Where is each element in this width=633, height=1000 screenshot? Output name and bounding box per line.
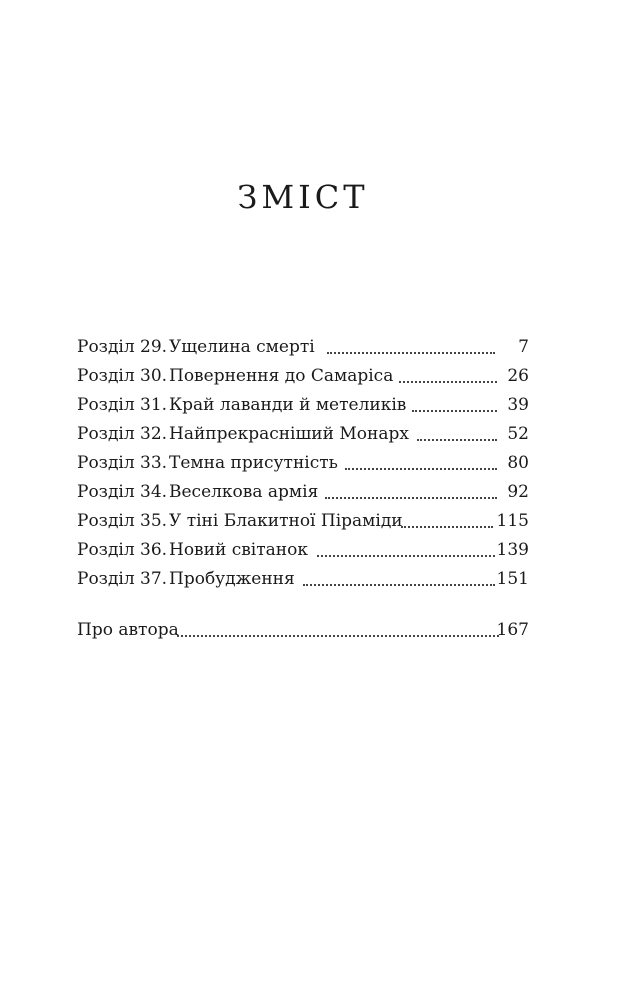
chapter-name: Темна присутність [169,453,338,473]
toc-entry-label [77,333,315,362]
table-of-contents [77,333,529,645]
toc-entry-30 [77,362,529,391]
toc-entry-label [77,449,338,478]
chapter-number: Розділ 34. [77,482,168,502]
chapter-name: Край лаванди й метеликів [169,395,407,415]
chapter-number: Розділ 31. [77,395,168,415]
chapter-number: Розділ 36. [77,540,168,560]
page-number: 52 [507,424,529,444]
toc-entry-31 [77,391,529,420]
page-number: 151 [496,569,529,589]
chapter-name: Найпрекрасніший Монарх [169,424,409,444]
toc-entry-29 [77,333,529,362]
page-number: 7 [518,337,529,357]
chapter-number: Розділ 37. [77,569,168,589]
dot-leader [303,584,495,586]
dot-leader [325,497,497,499]
toc-entry-label [77,362,393,391]
toc-entry-35 [77,507,529,536]
chapter-name: Ущелина смерті [169,337,315,357]
toc-title: ЗМІСТ [237,178,369,216]
dot-leader [177,635,499,637]
toc-entry-label [77,507,403,536]
page-number: 115 [496,511,529,531]
page-number: 167 [496,620,529,640]
dot-leader [317,555,495,557]
chapter-name: Новий світанок [169,540,308,560]
chapter-number: Розділ 33. [77,453,168,473]
page-number: 139 [496,540,529,560]
dot-leader [417,439,497,441]
chapter-number: Розділ 30. [77,366,168,386]
dot-leader [412,410,497,412]
page-number: 26 [507,366,529,386]
chapter-name: Веселкова армія [169,482,319,502]
toc-entry-label [77,565,295,594]
toc-entry-34 [77,478,529,507]
chapter-name: Повернення до Самаріса [169,366,394,386]
toc-entry-about-author [77,616,529,645]
chapter-number: Розділ 35. [77,511,168,531]
toc-entry-label [77,391,406,420]
dot-leader [327,352,495,354]
toc-entry-label [77,536,308,565]
section-gap [77,594,529,616]
chapter-name: Пробудження [169,569,295,589]
toc-entry-32 [77,420,529,449]
toc-entry-37 [77,565,529,594]
page-number: 92 [507,482,529,502]
dot-leader [399,381,497,383]
chapter-number: Розділ 29. [77,337,168,357]
toc-entry-label: Про автора [77,620,179,640]
toc-entry-label [77,478,318,507]
toc-entry-33 [77,449,529,478]
toc-entry-label [77,420,409,449]
toc-entry-36 [77,536,529,565]
chapter-number: Розділ 32. [77,424,168,444]
chapter-name: У тіні Блакитної Піраміди [169,511,403,531]
dot-leader [345,468,497,470]
page-number: 39 [507,395,529,415]
page-number: 80 [507,453,529,473]
dot-leader [401,526,493,528]
